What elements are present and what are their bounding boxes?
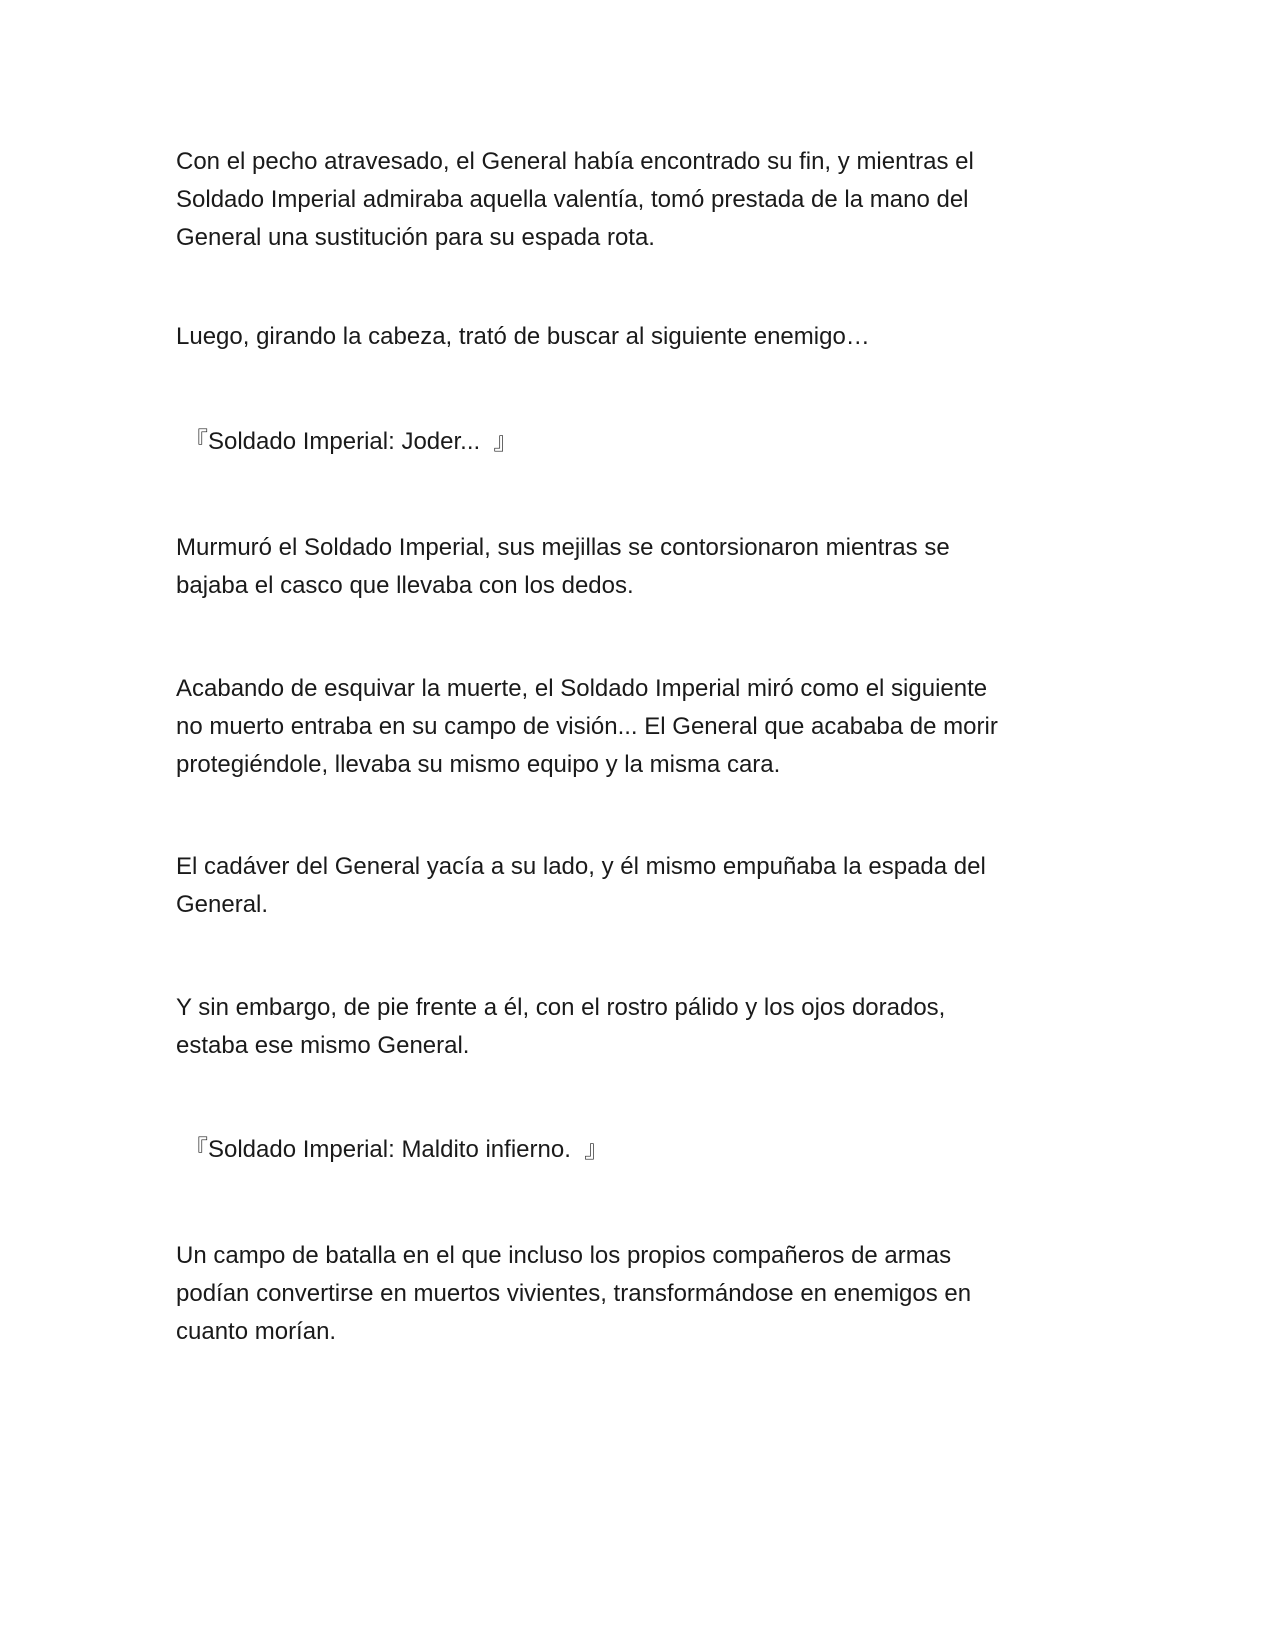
paragraph-6: Y sin embargo, de pie frente a él, con el rostro pálido y los ojos dorados, estaba ese mismo General.: [176, 994, 946, 1059]
dialogue-line-2: 『Soldado Imperial: Maldito infierno. 』: [184, 1136, 609, 1163]
paragraph-7: Un campo de batalla en el que incluso los propios compañeros de armas podían convertirse en muertos vivientes, transformándose en enemigos en cuanto morían.: [176, 1242, 972, 1345]
paragraph-1: Con el pecho atravesado, el General había encontrado su fin, y mientras el Soldado Imperial admiraba aquella valentía, tomó prestada de la mano del General una sustitución para su espada rota.: [176, 148, 974, 251]
dialogue-line-1: 『Soldado Imperial: Joder... 』: [184, 428, 518, 455]
paragraph-2: Luego, girando la cabeza, trató de buscar al siguiente enemigo…: [176, 323, 870, 350]
paragraph-3: Murmuró el Soldado Imperial, sus mejillas se contorsionaron mientras se bajaba el casco que llevaba con los dedos.: [176, 534, 950, 599]
paragraph-4: Acabando de esquivar la muerte, el Soldado Imperial miró como el siguiente no muerto entraba en su campo de visión... El General que acababa de morir protegiéndole, llevaba su mismo equipo y la misma cara.: [176, 675, 998, 778]
paragraph-5: El cadáver del General yacía a su lado, y él mismo empuñaba la espada del General.: [176, 853, 986, 918]
